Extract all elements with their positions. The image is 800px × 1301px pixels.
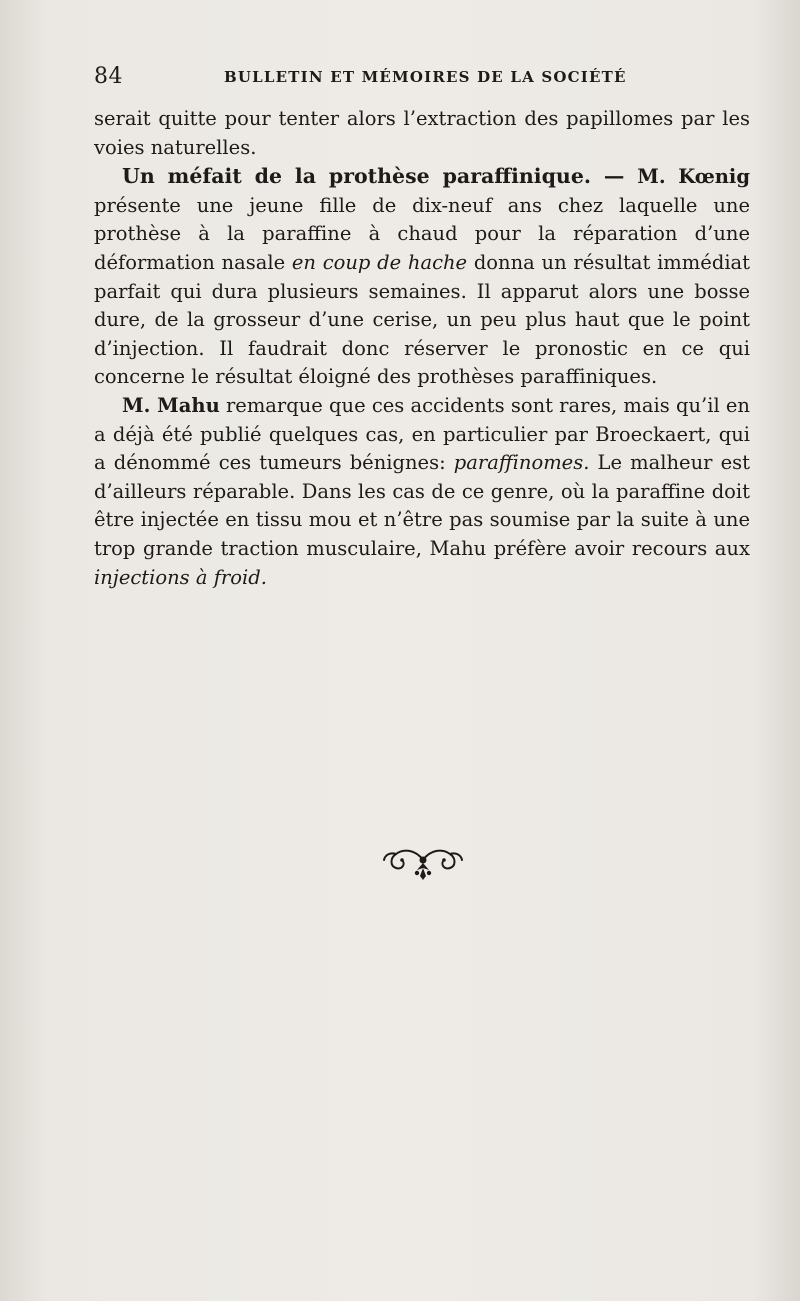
paragraph-koenig [94, 162, 750, 392]
page-number: 84 [94, 64, 123, 89]
fleuron-ornament-icon [380, 846, 466, 882]
running-head: BULLETIN ET MÉMOIRES DE LA SOCIÉTÉ [224, 68, 627, 86]
paragraph-text: donna un résultat immédiat parfait qui dura plusieurs semaines. Il apparut alors une bosse dure, de la grosseur d’une cerise, un peu plus haut que le point d’injection. Il faudrait donc réserver le pronostic en ce qui concerne le résultat éloigné des prothèses paraffiniques. [94, 250, 751, 389]
paragraph-text: remarque que ces accidents sont rares, mais qu’il en a déjà été publié quelques cas, en particulier par Broeckaert, qui a dénommé ces tumeurs bénignes: [94, 393, 750, 475]
italic-term: paraffinomes. [453, 451, 590, 475]
italic-term: injections à froid. [94, 565, 267, 589]
speaker-name-koenig: M. Kœnig [637, 165, 750, 189]
paragraph-text: présente une jeune fille de dix-neuf ans chez laquelle une prothèse à la paraffine à chaud pour la réparation d’une déformation nasale [94, 193, 750, 274]
speaker-name-mahu: M. Mahu [122, 393, 220, 417]
body-text [94, 105, 750, 592]
paragraph-text: Le malheur est d’ailleurs réparable. Dans les cas de ce genre, où la paraffine doit être injectée en tissu mou et n’être pas soumise par la suite à une trop grande traction musculaire, Mahu préfère avoir recours aux [94, 451, 750, 560]
paragraph-mahu [94, 392, 750, 592]
title-dash: — [591, 164, 638, 189]
page-header [94, 62, 750, 92]
section-title: Un méfait de la prothèse paraffinique. [122, 164, 591, 189]
italic-phrase: en coup de hache [291, 250, 468, 274]
paragraph-continuation: serait quitte pour tenter alors l’extraction des papillomes par les voies naturelles. [94, 107, 750, 159]
